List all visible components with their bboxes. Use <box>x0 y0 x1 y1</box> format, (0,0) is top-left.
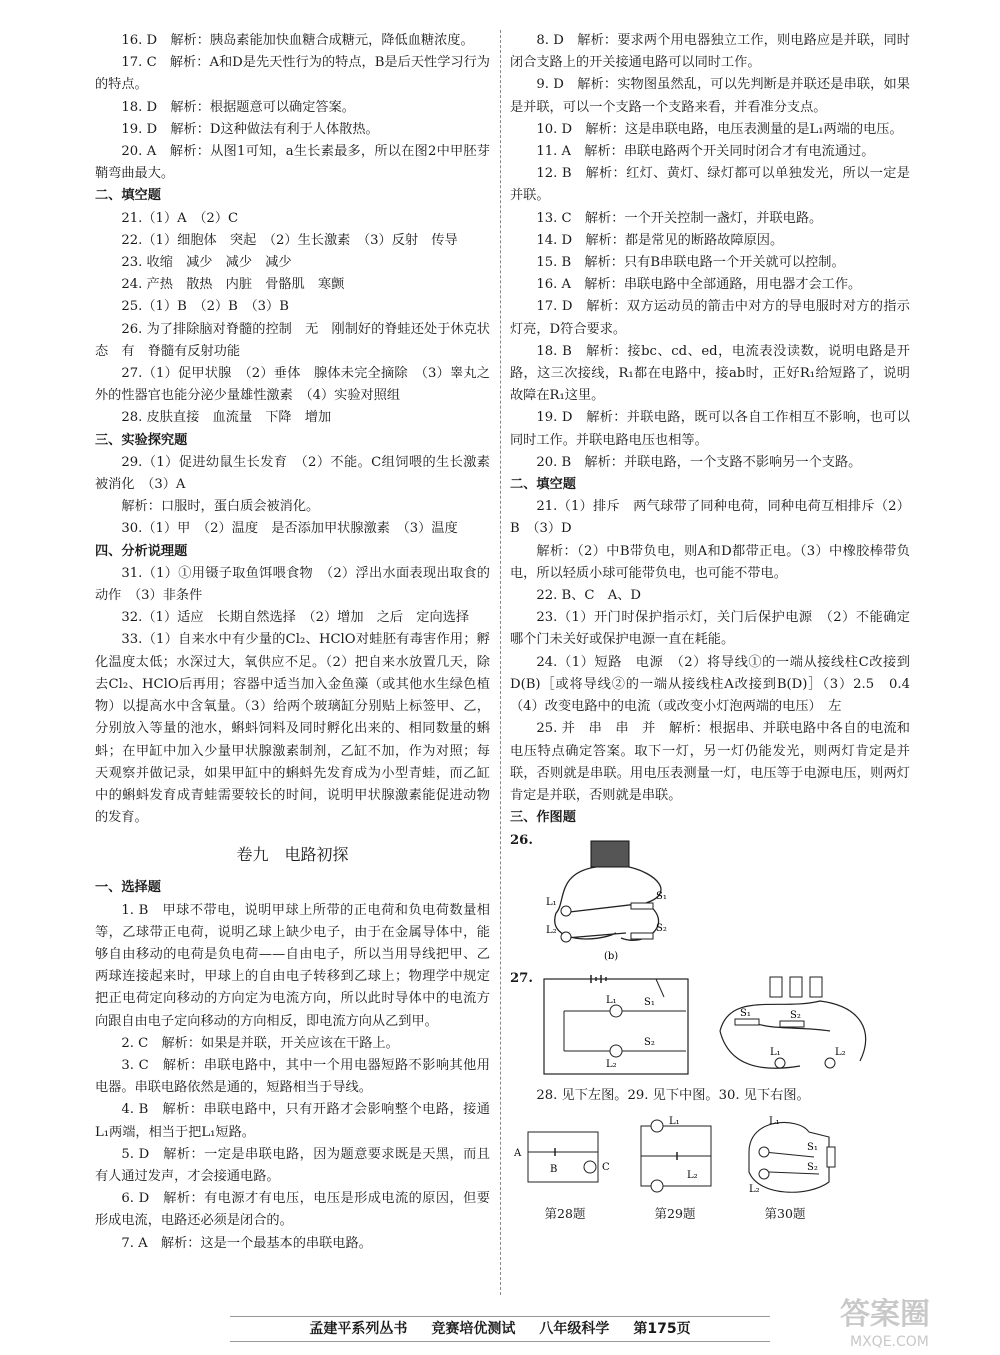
answer-item: 18. D 解析：根据题意可以确定答案。 <box>121 99 355 115</box>
section-heading: 三、实验探究题 <box>95 432 188 448</box>
label-l1: L₁ <box>769 1115 780 1127</box>
figure-27-schematic <box>536 971 696 1081</box>
label-l2: L₂ <box>749 1183 760 1195</box>
answer-item: 解析：口服时，蛋白质会被消化。 <box>121 499 320 515</box>
watermark-logo <box>810 1290 990 1350</box>
label-l1: L₁ <box>606 995 617 1007</box>
label-b: B <box>550 1163 558 1175</box>
answer-item: 17. D 解析：双方运动员的箭击中对方的导电服时对方的指示灯亮，D符合要求。 <box>510 299 910 337</box>
figure-28 <box>510 1112 615 1202</box>
resistor-icon <box>827 1147 835 1167</box>
figure-27-physical <box>710 971 880 1081</box>
answer-item: 18. B 解析：接bc、cd、ed，电流表没读数，说明电路是开路，这三次接线，R₁都在电路中，接ab时，正好R₁给短路了，说明故障在R₁这里。 <box>510 343 910 404</box>
answer-item: 23. 收缩 减少 减少 减少 <box>121 255 292 271</box>
answer-item: 15. B 解析：只有B串联电路一个开关就可以控制。 <box>536 255 845 271</box>
caption-28: 第28题 <box>544 1205 586 1221</box>
answer-item: 6. D 解析：有电源才有电压，电压是形成电流的原因，但要形成电流，电路还必须是闭合的。 <box>95 1191 490 1229</box>
figure-26-sub: (b) <box>604 951 619 963</box>
switch-icon <box>780 1021 804 1027</box>
switch-icon <box>631 903 653 909</box>
answer-item: 4. B 解析：串联电路中，只有开路才会影响整个电路，接通L₁两端，相当于把L₁短路。 <box>95 1102 490 1140</box>
answer-item: 10. D 解析：这是串联电路，电压表测量的是L₁两端的电压。 <box>536 121 903 137</box>
answer-item: 20. A 解析：从图1可知，a生长素最多，所以在图2中甲胚芽鞘弯曲最大。 <box>95 144 490 182</box>
answer-item: 5. D 解析：一定是串联电路，因为题意要求既是天黑，而且有人通过发声，才会接通电路。 <box>95 1146 490 1184</box>
answer-item: 12. B 解析：红灯、黄灯、绿灯都可以单独发光，所以一定是并联。 <box>510 166 910 204</box>
answer-item: 23.（1）开门时保护指示灯，关门后保护电源 （2）不能确定哪个门未关好或保护电源一直在耗能。 <box>510 610 910 648</box>
figures-28-30 <box>510 1112 910 1202</box>
right-column <box>510 30 924 1222</box>
label-s2: S₂ <box>790 1010 801 1022</box>
answer-item: 2. C 解析：如果是并联，开关应该在干路上。 <box>121 1035 399 1051</box>
bulb-icon <box>651 1120 663 1132</box>
bulb-icon <box>610 1005 622 1017</box>
bulb-icon <box>651 1180 663 1192</box>
bulb-icon <box>825 1058 835 1068</box>
bulb-icon <box>610 1045 622 1057</box>
label-l1: L₁ <box>669 1115 680 1127</box>
figure-28-30-reference: 28. 见下左图。29. 见下中图。30. 见下右图。 <box>536 1088 810 1104</box>
answer-item: 21.（1）A （2）C <box>121 210 239 226</box>
label-l2: L₂ <box>606 1059 617 1071</box>
answer-item: 13. C 解析：一个开关控制一盏灯，并联电路。 <box>536 210 823 226</box>
section-heading: 二、填空题 <box>510 477 576 493</box>
answer-item: 7. A 解析：这是一个最基本的串联电路。 <box>121 1235 372 1251</box>
answer-item: 19. D 解析：D这种做法有利于人体散热。 <box>121 121 379 137</box>
label-l2: L₂ <box>546 925 557 937</box>
answer-item: 25. 并 串 串 并 解析：根据串、并联电路中各自的电流和电压特点确定答案。取下一灯，另一灯仍能发光，则两灯肯定是并联，否则就是串联。用电压表测量一灯，电压等于电源电压，则两灯肯定是并联，否则就是串联。 <box>510 721 910 803</box>
answer-item: 24.（1）短路 电源 （2）将导线①的一端从接线柱C改接到D(B)［或将导线②的一端从接线柱A改接到B(D)］（3）2.5 0.4 （4）改变电路中的电流（或改变小灯泡两端的电压） 左 <box>510 654 924 715</box>
footer-subject: 八年级科学 <box>535 1318 613 1338</box>
answer-item: 22.（1）细胞体 突起 （2）生长激素 （3）反射 传导 <box>121 232 458 248</box>
switch-icon <box>656 979 664 997</box>
label-s2: S₂ <box>807 1161 818 1173</box>
answer-item: 16. A 解析：串联电路中全部通路，用电器才会工作。 <box>536 277 862 293</box>
answer-item: 14. D 解析：都是常见的断路故障原因。 <box>536 232 784 248</box>
section-heading: 四、分析说理题 <box>95 543 188 559</box>
switch-icon <box>735 1019 759 1025</box>
answer-item: 21.（1）排斥 两气球带了同种电荷，同种电荷互相排斥（2）B （3）D <box>510 499 910 537</box>
battery-icon <box>591 841 629 867</box>
answer-item: 1. B 甲球不带电，说明甲球上所带的正电荷和负电荷数量相等，乙球带正电荷，说明乙球上缺少电子，由于在金属导体中，能够自由移动的电荷是负电荷——自由电子，所以当用导线把甲、乙两球连接起来时，甲球上的自由电子转移到乙球上；物理学中规定把正电荷定向移动的方向定为电流方向，所以此时导体中的电流方向跟自由电子定向移动的方向相反，即电流方向从乙到甲。 <box>95 902 490 1029</box>
bulb-icon <box>584 1161 596 1173</box>
label-s1: S₁ <box>644 997 655 1009</box>
figure-27 <box>510 971 910 1081</box>
label-l1: L₁ <box>770 1047 781 1059</box>
label-s1: S₁ <box>807 1141 818 1153</box>
chapter-title: 卷九 电路初探 <box>236 845 349 865</box>
answer-item: 20. B 解析：并联电路，一个支路不影响另一个支路。 <box>536 454 862 470</box>
bulb-icon <box>759 1169 769 1179</box>
figure-26 <box>510 833 910 967</box>
label-s1: S₁ <box>656 891 667 903</box>
footer-series: 孟建平系列丛书 <box>305 1318 411 1338</box>
answer-item: 17. C 解析：A和D是先天性行为的特点，B是后天性学习行为的特点。 <box>95 55 490 93</box>
section-heading: 二、填空题 <box>95 188 161 204</box>
answer-item: 29.（1）促进幼鼠生长发育 （2）不能。C组饲喂的生长激素被消化 （3）A <box>95 454 490 493</box>
label-s2: S₂ <box>644 1037 655 1049</box>
answer-item: 26. 为了排除脑对脊髓的控制 无 刚制好的脊蛙还处于休克状态 有 脊髓有反射功能 <box>95 321 490 359</box>
answer-item: 25.（1）B （2）B （3）B <box>121 299 289 315</box>
section-heading: 一、选择题 <box>95 880 161 896</box>
caption-29: 第29题 <box>654 1205 696 1221</box>
watermark-url: MXQE.COM <box>850 1334 929 1350</box>
answer-item: 31.（1）①用镊子取鱼饵喂食物 （2）浮出水面表现出取食的动作 （3）非条件 <box>95 565 490 604</box>
column-divider <box>500 30 501 1295</box>
answer-item: 33.（1）自来水中有少量的Cl₂、HClO对蛙胚有毒害作用；孵化温度太低；水深过大，氧供应不足。（2）把自来水放置几天，除去Cl₂、HClO后再用；容器中适当加入金鱼藻（或其他水生绿色植物）以提高水中含氧量。（3）给两个玻璃缸分别贴上标签甲、乙，分别放入等量的池水，蝌蚪饲料及同时孵化出来的、相同数量的蝌蚪；在甲缸中加入少量甲状腺激素制剂，乙缸不加，作为对照；每天观察并做记录，如果甲缸中的蝌蚪先发育成为小型青蛙，而乙缸中的蝌蚪发育成青蛙需要较长的时间，说明甲状腺激素能促进动物的发育。 <box>95 632 490 826</box>
section-heading: 三、作图题 <box>510 810 576 826</box>
answer-item: 24. 产热 散热 内脏 骨骼肌 寒颤 <box>121 277 345 293</box>
answer-item: 16. D 解析：胰岛素能加快血糖合成糖元，降低血糖浓度。 <box>121 33 474 48</box>
label-a: A <box>514 1147 522 1159</box>
answer-item: 11. A 解析：串联电路两个开关同时闭合才有电流通过。 <box>536 144 875 160</box>
battery-icon <box>770 977 782 997</box>
answer-item: 8. D 解析：要求两个用电器独立工作，则电路应是并联，同时闭合支路上的开关接通电路可以同时工作。 <box>510 33 910 71</box>
label-l2: L₂ <box>687 1169 698 1181</box>
label-c: C <box>602 1161 610 1173</box>
label-s1: S₁ <box>740 1008 751 1020</box>
answer-item: 28. 皮肤直接 血流量 下降 增加 <box>121 410 332 426</box>
right-text-block <box>510 30 924 829</box>
footer-page-number: 第175页 <box>629 1318 694 1338</box>
figure-29 <box>627 1112 727 1202</box>
bulb-icon <box>561 932 571 942</box>
answer-item: 3. C 解析：串联电路中，其中一个用电器短路不影响其他用电器。串联电路依然是通的，短路相当于导线。 <box>95 1057 490 1096</box>
answer-item: 解析：（2）中B带负电，则A和D都带正电。（3）中橡胶棒带负电，所以轻质小球可能带负电，也可能不带电。 <box>510 543 910 581</box>
figure-27-number: 27. <box>510 971 533 987</box>
label-l1: L₁ <box>546 897 557 909</box>
figure-26-number: 26. <box>510 833 533 849</box>
answer-item: 19. D 解析：并联电路，既可以各自工作相互不影响，也可以同时工作。并联电路电压也相等。 <box>510 410 910 448</box>
switch-icon <box>631 933 653 939</box>
caption-30: 第30题 <box>764 1205 806 1221</box>
label-l2: L₂ <box>835 1047 846 1059</box>
page-footer <box>230 1308 770 1348</box>
bulb-icon <box>561 906 571 916</box>
figure-26-circuit <box>536 833 686 963</box>
footer-book: 竞赛培优测试 <box>427 1318 519 1338</box>
answer-item: 22. B、C A、D <box>536 588 641 604</box>
answer-item: 27.（1）促甲状腺 （2）垂体 腺体未完全摘除 （3）睾丸之外的性器官也能分泌少量雄性激素 （4）实验对照组 <box>95 366 490 404</box>
answer-item: 30.（1）甲 （2）温度 是否添加甲状腺激素 （3）温度 <box>121 521 458 537</box>
answer-item: 9. D 解析：实物图虽然乱，可以先判断是并联还是串联，如果是并联，可以一个支路一个支路来看，并看准分支点。 <box>510 77 910 115</box>
bulb-icon <box>759 1147 769 1157</box>
figure-30 <box>739 1112 849 1202</box>
figure-captions <box>510 1204 840 1222</box>
label-s2: S₂ <box>656 923 667 935</box>
bulb-icon <box>775 1058 785 1068</box>
watermark-text: 答案圈 <box>840 1297 930 1332</box>
answer-item: 32.（1）适应 长期自然选择 （2）增加 之后 定向选择 <box>121 610 470 626</box>
left-column <box>95 30 490 1255</box>
